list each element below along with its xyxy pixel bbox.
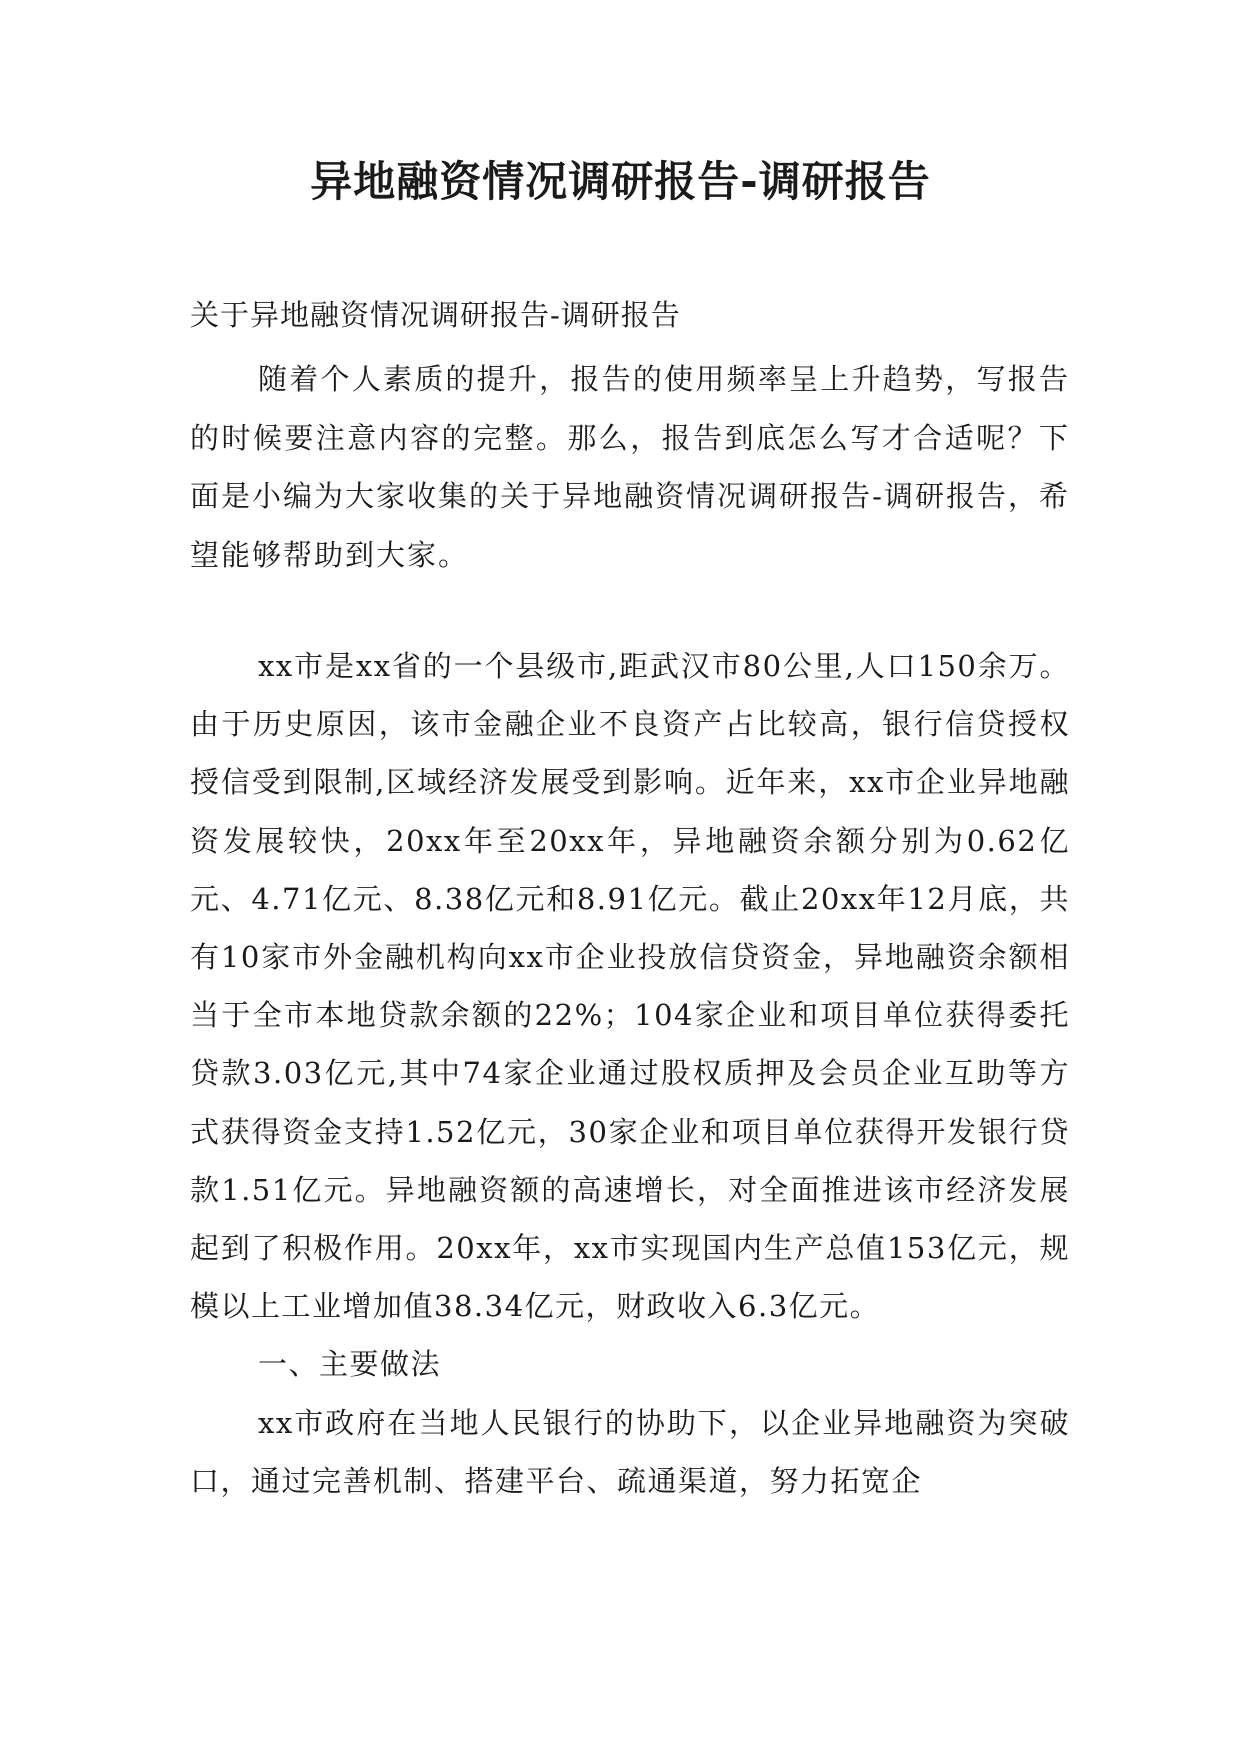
practices-paragraph: xx市政府在当地人民银行的协助下，以企业异地融资为突破口，通过完善机制、搭建平台、疏通渠道，努力拓宽企 bbox=[190, 1405, 1070, 1498]
intro-paragraph: 随着个人素质的提升，报告的使用频率呈上升趋势，写报告的时候要注意内容的完整。那么，报告到底怎么写才合适呢？下面是小编为大家收集的关于异地融资情况调研报告-调研报告，希望能够帮助到大家。 bbox=[190, 362, 1070, 572]
background-paragraph: xx市是xx省的一个县级市,距武汉市80公里,人口150余万。由于历史原因，该市金融企业不良资产占比较高，银行信贷授权授信受到限制,区域经济发展受到影响。近年来，xx市企业异地融资发展较快，20xx年至20xx年，异地融资余额分别为0.62亿元、4.71亿元、8.38亿元和8.91亿元。截止20xx年12月底，共有10家市外金融机构向xx市企业投放信贷资金，异地融资余额相当于全市本地贷款余额的22%；104家企业和项目单位获得委托贷款3.03亿元,其中74家企业通过股权质押及会员企业互助等方式获得资金支持1.52亿元，30家企业和项目单位获得开发银行贷款1.51亿元。异地融资额的高速增长，对全面推进该市经济发展起到了积极作用。20xx年，xx市实现国内生产总值153亿元，规模以上工业增加值38.34亿元，财政收入6.3亿元。 bbox=[190, 649, 1070, 1324]
document-subtitle: 关于异地融资情况调研报告-调研报告 bbox=[190, 298, 681, 332]
document-title: 异地融资情况调研报告-调研报告 bbox=[310, 157, 931, 206]
section-heading-main-practices: 一、主要做法 bbox=[258, 1347, 442, 1382]
report-body bbox=[190, 637, 1070, 1510]
